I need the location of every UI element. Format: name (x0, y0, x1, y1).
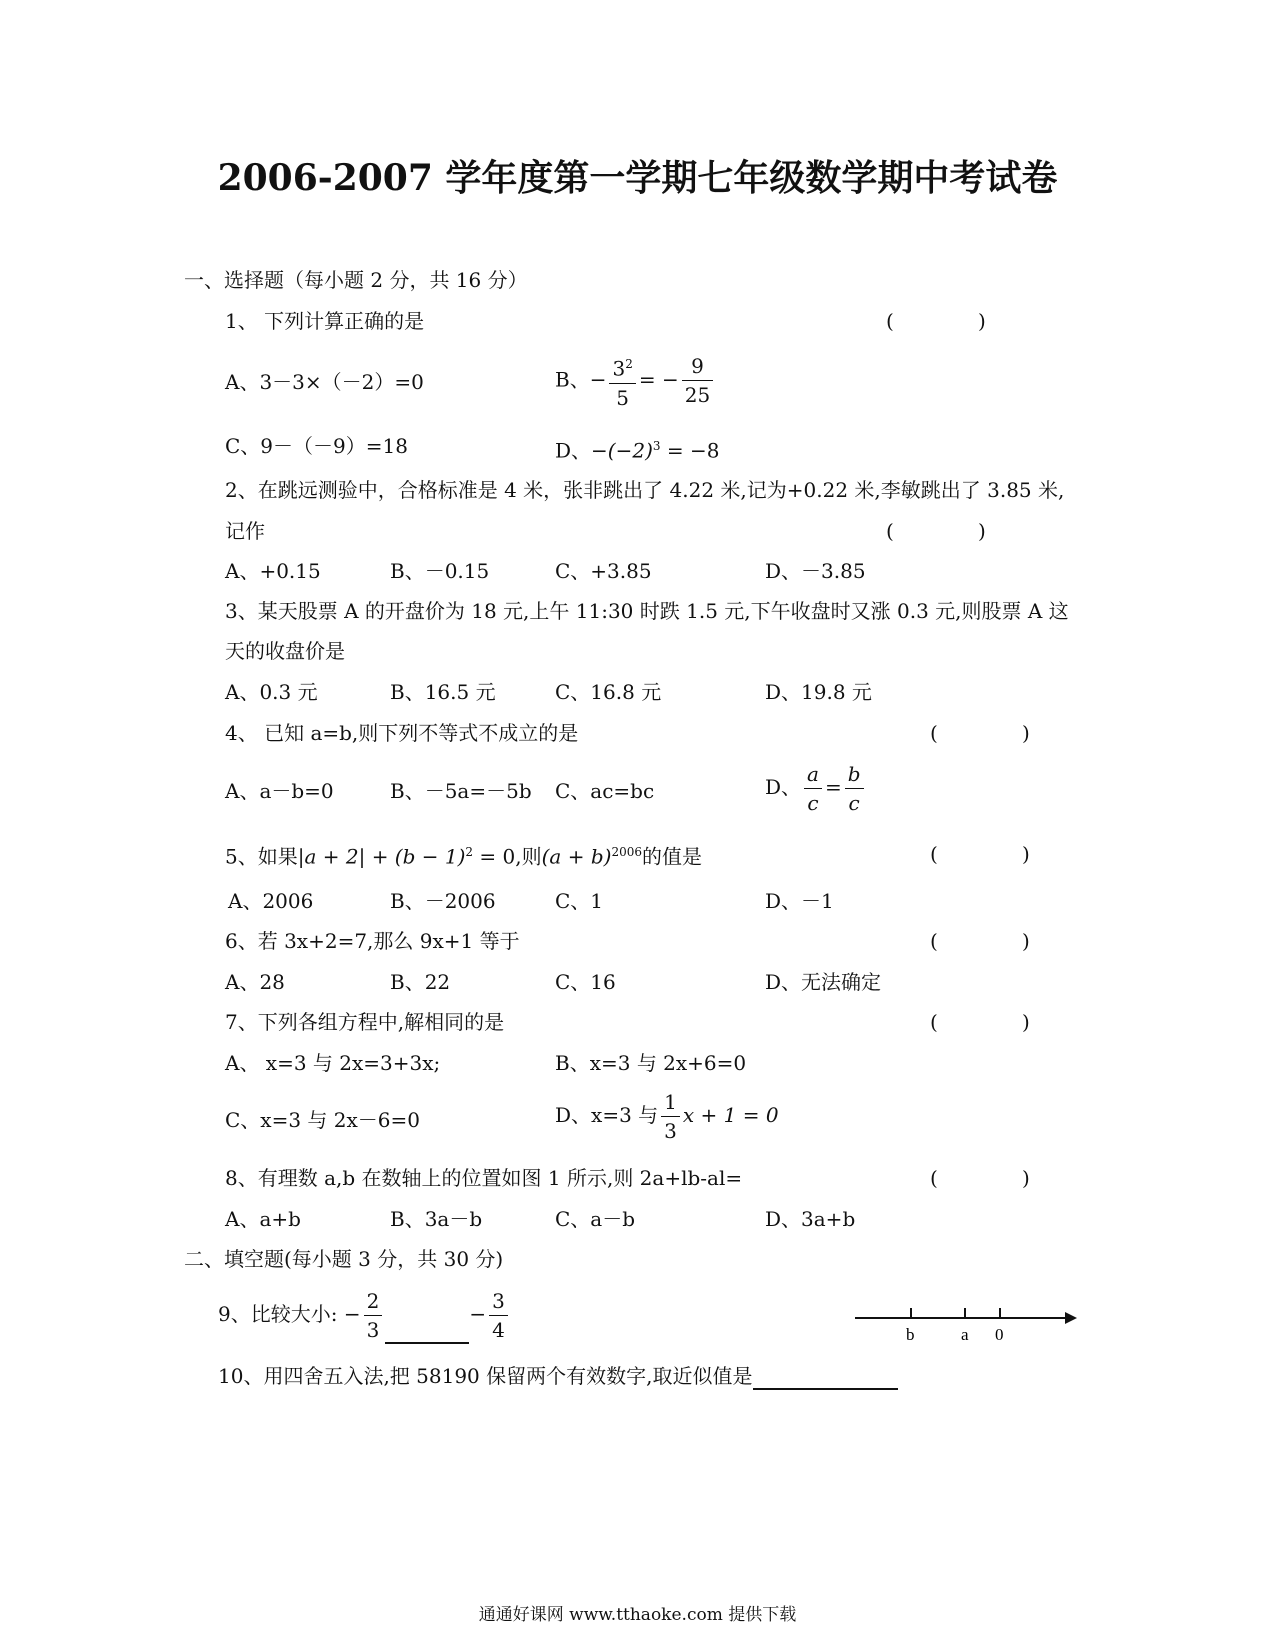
q1-option-b: B、− $\frac{3^2}{5}$ = − $\frac{9}{25}$ (555, 350, 716, 412)
q7-option-b: B、x=3 与 2x+6=0 (555, 1051, 747, 1075)
section-2-heading: 二、填空题(每小题 3 分，共 30 分) (184, 1247, 504, 1271)
q8-option-d: D、3a+b (765, 1207, 856, 1231)
fraction: $\frac{2}{3}$ (364, 1287, 383, 1344)
number-line-figure (855, 1300, 1085, 1360)
question-10 (218, 1362, 898, 1390)
q1-option-d: D、$-(-2)^3 = -8$ (555, 438, 720, 463)
q6-option-b: B、22 (390, 970, 451, 994)
question-8-stem: 8、有理数 a,b 在数轴上的位置如图 1 所示,则 2a+lb-al= (225, 1166, 743, 1190)
question-6-stem: 6、若 3x+2=7,那么 9x+1 等于 (225, 929, 520, 953)
q4-option-c: C、ac=bc (555, 779, 655, 803)
question-9-stem: 9、比较大小: (218, 1302, 338, 1326)
q6-option-d: D、无法确定 (765, 970, 882, 994)
question-3-stem-line2: 天的收盘价是 (225, 639, 345, 663)
label-b: b (906, 1325, 915, 1344)
q5-option-b: B、－2006 (390, 889, 496, 913)
question-1-stem: 1、 下列计算正确的是 (225, 309, 425, 333)
question-2-stem: 2、在跳远测验中，合格标准是 4 米，张非跳出了 4.22 米,记为+0.22 米,李敏跳出了 3.85 米, (225, 478, 1065, 502)
question-9: 9、比较大小: − $\frac{2}{3}$ − $\frac{3}{4}$ (218, 1287, 511, 1344)
q2-option-a: A、+0.15 (225, 559, 321, 583)
answer-blank-10[interactable] (753, 1362, 898, 1390)
number-line-arrow (1065, 1312, 1077, 1324)
question-3-stem: 3、某天股票 A 的开盘价为 18 元,上午 11:30 时跌 1.5 元,下午收盘时又涨 0.3 元,则股票 A 这 (225, 599, 1069, 623)
label-a: a (961, 1325, 969, 1344)
q8-option-c: C、a－b (555, 1207, 636, 1231)
q7-option-a: A、 x=3 与 2x=3+3x; (225, 1051, 441, 1075)
label-zero: 0 (995, 1325, 1004, 1344)
q4-option-b: B、－5a=－5b (390, 779, 532, 803)
question-4-stem: 4、 已知 a=b,则下列不等式不成立的是 (225, 721, 579, 745)
answer-blank-9[interactable] (385, 1314, 469, 1344)
exam-page: 2006-2007 学年度第一学期七年级数学期中考试卷 一、选择题（每小题 2 分，共 16 分） 1、 下列计算正确的是 ( ) A、3－3×（－2）=0 B、− $\frac{3^2}{5}$ = − $\frac{9}{25}$ C、9－（－9）=18 D、$-(-2)^3 = -8$ 2、在跳远测验中，合格标准是 4 米，张非跳出了 4.22 米,记为+0.22 米,李敏跳出了 3.85 米, 记作 ( ) A、+0.15 B、－0.15 C、+3.85 D、－3.85 3、某天股票 A 的开盘价为 18 元,上午 11:30 时跌 1.5 元,下午收盘时又涨 0.3 元,则股票 A 这 天的收盘价是 A、0.3 元 B、16.5 元 C、16.8 元 D、19.8 元 4、 已知 a=b,则下列不等式不成立的是 ( ) A、a－b=0 B、－5a=－5b C、ac=bc D、 $\frac{a}{c}$ = $\frac{b}{c}$ 5、如果$|a + 2| + (b - 1)^2 = 0$,则$(a + b)^{2006}$的值是 ( ) A、2006 B、－2006 C、1 D、－1 6、若 3x+2=7,那么 9x+1 等于 ( ) A、28 B、22 C、16 D、无法确定 7、下列各组方程中,解相同的是 ( ) A、 x=3 与 2x=3+3x; B、x=3 与 2x+6=0 C、x=3 与 2x－6=0 D、x=3 与 $\frac{1}{3}$ x + 1 = 0 8、有理数 a,b 在数轴上的位置如图 1 所示,则 2a+lb-al= ( ) A、a+b B、3a－b C、a－b D、3a+b 二、填空题(每小题 3 分，共 30 分) b a 0 9、比较大小: − $\frac{2}{3}$ − $\frac{3}{4}$ 10、用四舍五入法,把 58190 保留两个有效数字,取近似值是 通通好课网 www.tthaoke.com 提供下载 (0, 0, 1275, 1650)
fraction: $\frac{3}{4}$ (489, 1287, 508, 1344)
q8-option-a: A、a+b (225, 1207, 301, 1231)
q5-option-a: A、2006 (228, 889, 314, 913)
fraction: $\frac{a}{c}$ (804, 760, 822, 817)
q1-option-c: C、9－（－9）=18 (225, 434, 408, 458)
q2-option-b: B、－0.15 (390, 559, 490, 583)
q3-option-b: B、16.5 元 (390, 680, 496, 704)
q2-option-c: C、+3.85 (555, 559, 652, 583)
q8-option-b: B、3a－b (390, 1207, 483, 1231)
q6-option-c: C、16 (555, 970, 616, 994)
question-7-stem: 7、下列各组方程中,解相同的是 (225, 1010, 505, 1034)
q3-option-d: D、19.8 元 (765, 680, 872, 704)
q2-option-d: D、－3.85 (765, 559, 866, 583)
fraction: $\frac{3^2}{5}$ (609, 350, 635, 412)
page-title: 2006-2007 学年度第一学期七年级数学期中考试卷 (217, 157, 1058, 199)
q3-option-c: C、16.8 元 (555, 680, 662, 704)
q5-option-d: D、－1 (765, 889, 834, 913)
q1-option-a: A、3－3×（－2）=0 (225, 370, 424, 394)
q5-option-c: C、1 (555, 889, 604, 913)
fraction: $\frac{1}{3}$ (661, 1088, 680, 1145)
q6-option-a: A、28 (225, 970, 285, 994)
q3-option-a: A、0.3 元 (225, 680, 318, 704)
question-10-stem: 10、用四舍五入法,把 58190 保留两个有效数字,取近似值是 (218, 1364, 753, 1388)
section-1-heading: 一、选择题（每小题 2 分，共 16 分） (184, 268, 528, 292)
fraction: $\frac{9}{25}$ (682, 352, 713, 409)
footer-credit: 通通好课网 www.tthaoke.com 提供下载 (478, 1605, 797, 1625)
q4-option-a: A、a－b=0 (225, 779, 334, 803)
q7-option-d: D、x=3 与 $\frac{1}{3}$ x + 1 = 0 (555, 1090, 779, 1143)
question-2-stem-line2: 记作 (225, 519, 265, 543)
question-5-stem: 5、如果$|a + 2| + (b - 1)^2 = 0$,则$(a + b)^{2006}$的值是 (225, 844, 702, 869)
q7-option-c: C、x=3 与 2x－6=0 (225, 1108, 420, 1132)
fraction: $\frac{b}{c}$ (845, 760, 864, 817)
q4-option-d: D、 $\frac{a}{c}$ = $\frac{b}{c}$ (765, 760, 867, 817)
